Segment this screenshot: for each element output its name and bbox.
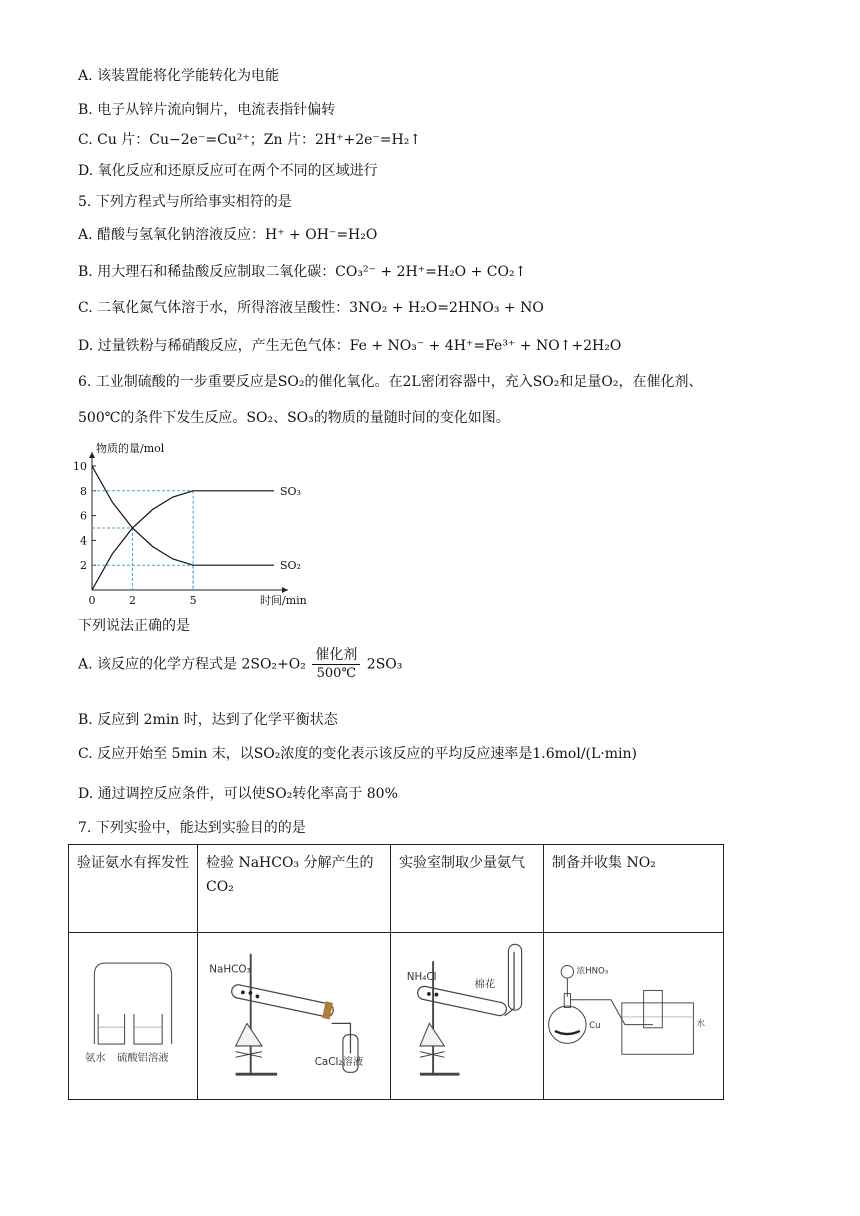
q7-header-ammonia: 验证氨水有挥发性 [69, 845, 198, 933]
q5-option-a: A. 醋酸与氢氧化钠溶液反应：H⁺ + OH⁻=H₂O [78, 227, 378, 243]
q6-stem-line2: 500℃的条件下发生反应。SO₂、SO₃的物质的量随时间的变化如图。 [78, 410, 510, 426]
label-nh4cl: NH₄Cl [406, 971, 437, 984]
q7-stem: 7. 下列实验中，能达到实验目的的是 [78, 820, 306, 836]
q6-option-a-reactants: A. 该反应的化学方程式是 2SO₂+O₂ [78, 656, 306, 673]
q4-option-c: C. Cu 片：Cu−2e⁻=Cu²⁺；Zn 片：2H⁺+2e⁻=H₂↑ [78, 132, 422, 148]
y-tick-label: 2 [80, 559, 87, 573]
q7-experiment-table [68, 844, 724, 1100]
q7-header-row [69, 845, 724, 933]
q4-option-d: D. 氧化反应和还原反应可在两个不同的区域进行 [78, 163, 378, 179]
q7-header-nh3: 实验室制取少量氨气 [391, 845, 544, 933]
label-conc-hno3: 浓HNO₃ [576, 966, 609, 977]
reaction-condition [312, 646, 360, 683]
series-so2-label: SO₂ [280, 559, 301, 573]
apparatus-nahco3-cell [198, 933, 391, 1100]
x-tick-label: 2 [128, 594, 136, 607]
y-axis-arrow [89, 452, 95, 458]
q5-option-c: C. 二氧化氮气体溶于水，所得溶液呈酸性：3NO₂ + H₂O=2HNO₃ + NO [78, 300, 544, 316]
x-tick-label: 0 [88, 594, 96, 607]
q6-option-a [78, 646, 402, 683]
apparatus-beakers-drawing [69, 933, 197, 1093]
y-tick-label: 6 [80, 509, 87, 523]
chart-plot-area [73, 441, 307, 607]
label-cacl2-solution: CaCl₂溶液 [314, 1055, 364, 1068]
apparatus-no2-drawing [544, 933, 723, 1093]
label-cu: Cu [589, 1020, 601, 1031]
q6-chart [62, 440, 322, 610]
x-axis-arrow [282, 587, 288, 593]
q6-stem-line1: 6. 工业制硫酸的一步重要反应是SO₂的催化氧化。在2L密闭容器中，充入SO₂和足量O₂，在催化剂、 [78, 374, 703, 390]
y-tick-label: 10 [73, 460, 87, 473]
y-tick-label: 8 [80, 484, 87, 498]
q5-stem: 5. 下列方程式与所给事实相符的是 [78, 194, 292, 210]
q5-option-b: B. 用大理石和稀盐酸反应制取二氧化碳：CO₃²⁻ + 2H⁺=H₂O + CO₂↑ [78, 264, 527, 280]
y-axis-label: 物质的量/mol [96, 442, 165, 455]
q4-option-b: B. 电子从锌片流向铜片，电流表指针偏转 [78, 102, 336, 118]
q6-option-b: B. 反应到 2min 时，达到了化学平衡状态 [78, 712, 338, 728]
reaction-condition-catalyst: 催化剂 [312, 646, 360, 665]
label-water: 水 [696, 1019, 706, 1030]
x-axis-label: 时间/min [260, 594, 307, 607]
apparatus-ammonia-cell [69, 933, 198, 1100]
reaction-condition-temperature: 500℃ [316, 666, 356, 681]
q5-option-d: D. 过量铁粉与稀硝酸反应，产生无色气体：Fe + NO₃⁻ + 4H⁺=Fe³⁺ + NO↑+2H₂O [78, 338, 622, 354]
q7-header-no2: 制备并收集 NO₂ [544, 845, 724, 933]
q4-option-a: A. 该装置能将化学能转化为电能 [78, 68, 280, 84]
y-tick-label: 4 [80, 534, 87, 548]
series-so2-line [92, 466, 274, 565]
q7-apparatus-row [69, 933, 724, 1100]
q6-option-d: D. 通过调控反应条件，可以使SO₂转化率高于 80% [78, 786, 398, 802]
series-so3-label: SO₃ [280, 484, 301, 498]
apparatus-nh3-drawing [391, 933, 543, 1093]
apparatus-nahco3-drawing [198, 933, 390, 1093]
q7-header-nahco3: 检验 NaHCO₃ 分解产生的 CO₂ [198, 845, 391, 933]
x-tick-label: 5 [189, 594, 197, 607]
q6-lead: 下列说法正确的是 [78, 618, 190, 634]
q6-option-a-product: 2SO₃ [366, 656, 403, 673]
label-alum-solution: 硫酸铝溶液 [117, 1052, 169, 1065]
q6-option-c: C. 反应开始至 5min 末，以SO₂浓度的变化表示该反应的平均反应速率是1.6mol/(L·min) [78, 746, 637, 762]
series-so3-line [92, 491, 274, 590]
label-ammonia: 氨水 [85, 1052, 106, 1065]
apparatus-no2-cell [544, 933, 724, 1100]
label-cotton: 棉花 [474, 978, 496, 991]
label-nahco3: NaHCO₃ [209, 963, 251, 976]
apparatus-nh3-cell [391, 933, 544, 1100]
